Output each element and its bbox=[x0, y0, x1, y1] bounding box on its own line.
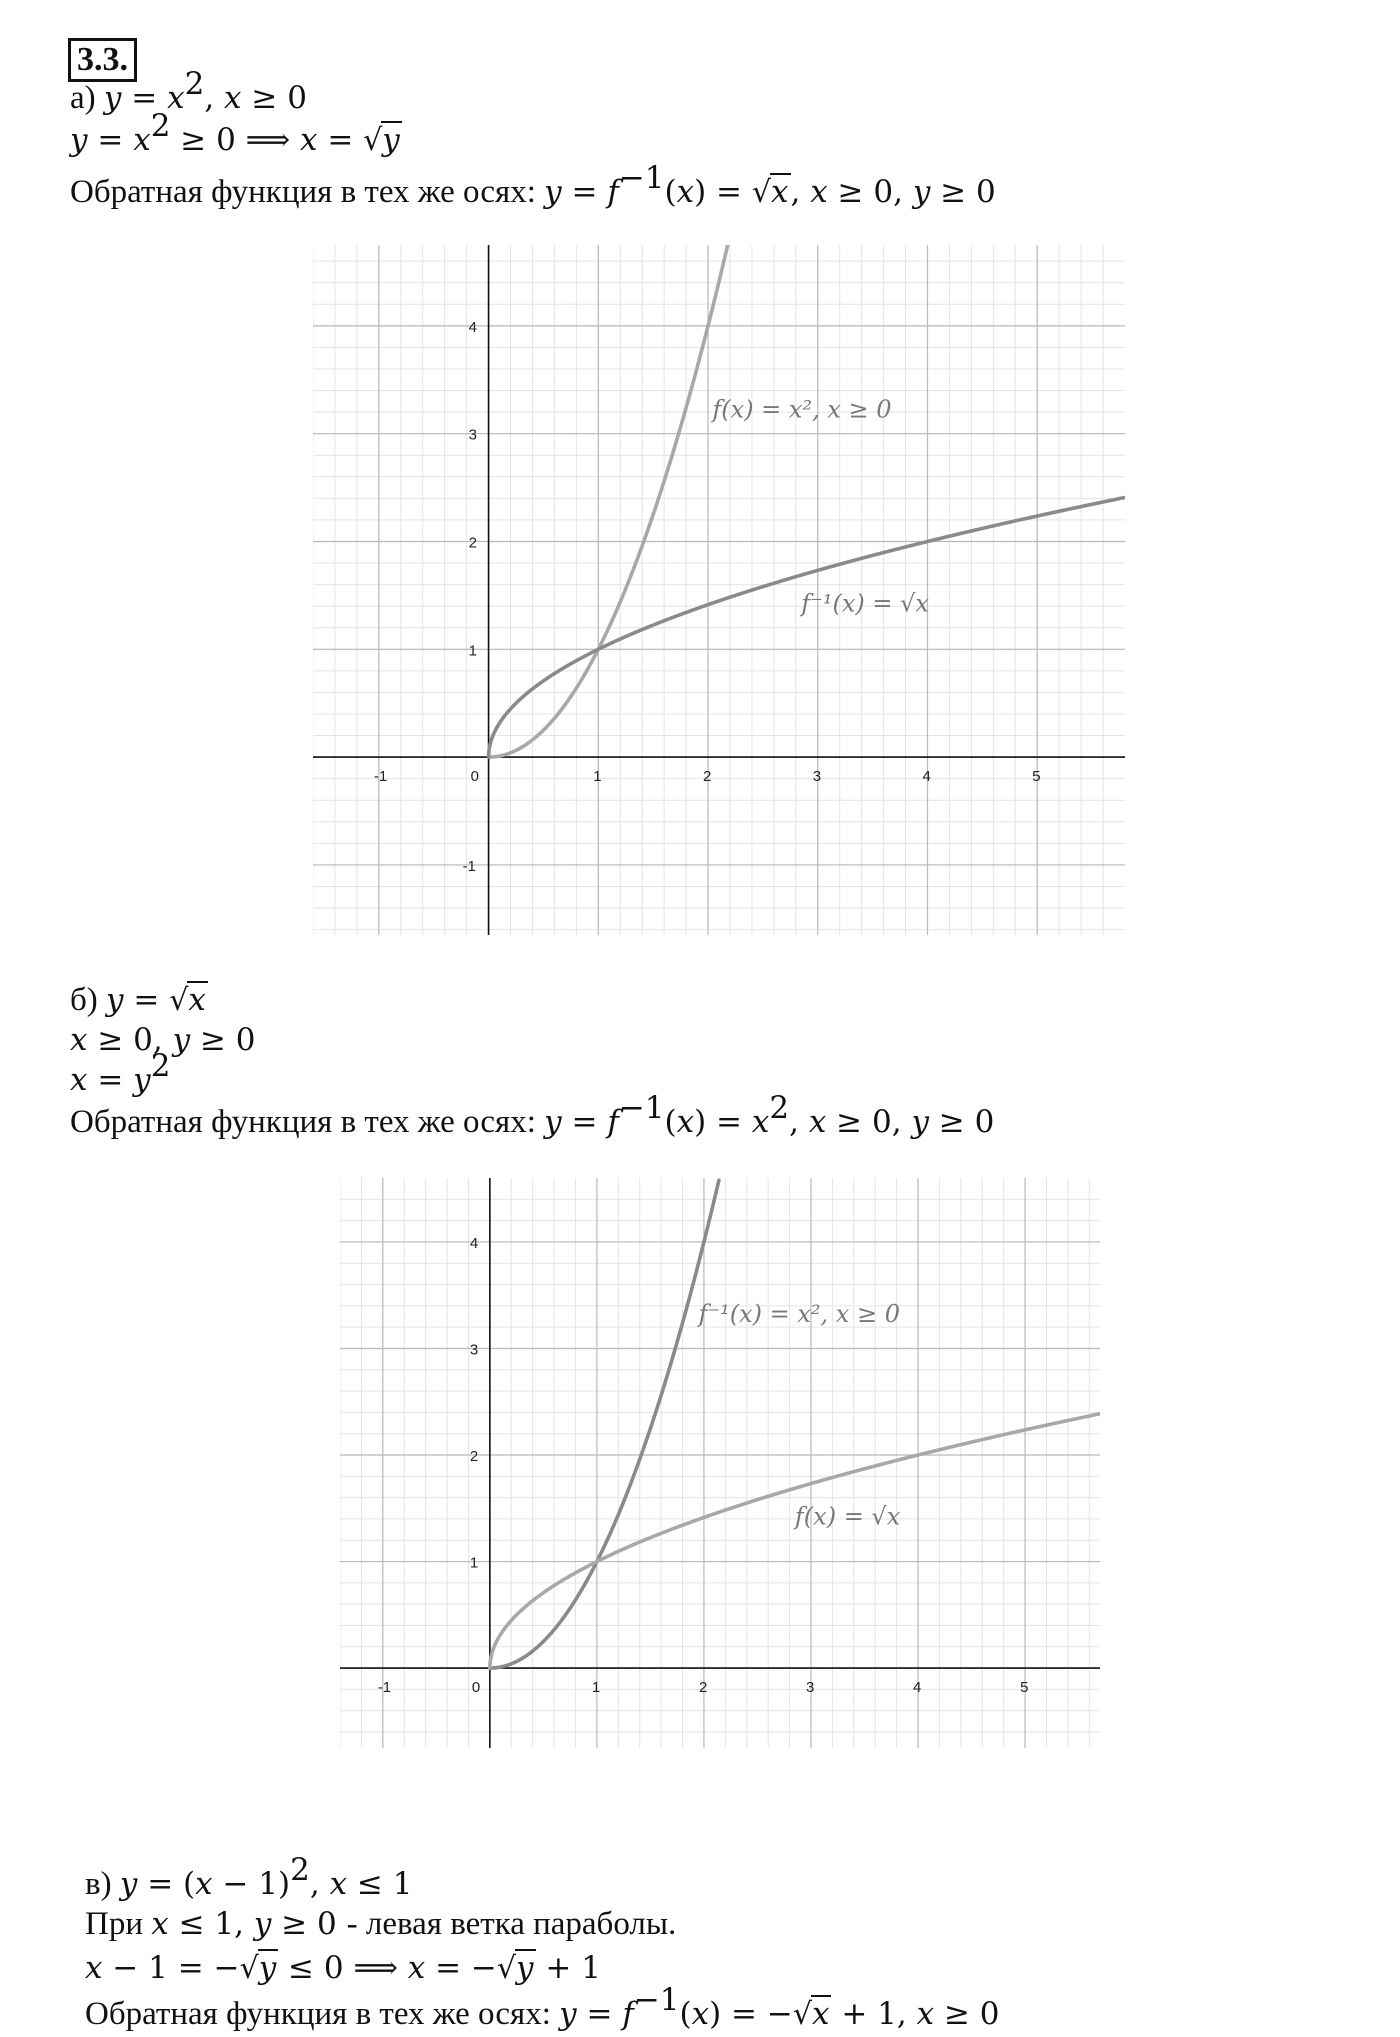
x-tick-label: 4 bbox=[922, 768, 931, 786]
series-label: f⁻¹(x) = √x bbox=[801, 589, 929, 618]
graph-b-svg bbox=[340, 1178, 1100, 1748]
part-b-line-4: Обратная функция в тех же осях: $y = f^{-1}(x) = x^2$, x ≥ 0, y ≥ 0 bbox=[70, 1090, 995, 1140]
series-label: f(x) = x², x ≥ 0 bbox=[712, 395, 892, 424]
series-curve-square bbox=[489, 245, 728, 757]
part-c-line-2: При x ≤ 1, y ≥ 0 - левая ветка параболы. bbox=[85, 1906, 677, 1942]
x-tick-label: -1 bbox=[373, 768, 388, 786]
part-a-marker: а) bbox=[70, 80, 96, 116]
part-b-line-3: $x = y^2$ bbox=[70, 1048, 171, 1098]
part-a-line-2: $y = x^2 \ge 0$ ⟹ x = √y bbox=[70, 108, 400, 158]
x-tick-label: 5 bbox=[1020, 1679, 1029, 1697]
part-c-line-1: в) $y = (x - 1)^2$, x ≤ 1 bbox=[85, 1852, 413, 1902]
part-b-line-2: x ≥ 0, y ≥ 0 bbox=[70, 1022, 256, 1058]
x-tick-label: 3 bbox=[812, 768, 822, 786]
part-b-desc: Обратная функция в тех же осях: bbox=[70, 1104, 536, 1140]
y-tick-label: 1 bbox=[468, 642, 477, 660]
part-b-marker: б) bbox=[70, 982, 98, 1018]
part-a-desc: Обратная функция в тех же осях: bbox=[70, 174, 536, 210]
x-tick-label: 2 bbox=[698, 1679, 708, 1697]
x-tick-label: 3 bbox=[805, 1679, 815, 1697]
x-tick-label: 1 bbox=[593, 768, 602, 786]
y-tick-label: 1 bbox=[469, 1554, 479, 1572]
part-c-desc: Обратная функция в тех же осях: bbox=[85, 1996, 551, 2032]
x-tick-label: 5 bbox=[1032, 768, 1041, 786]
x-tick-label: -1 bbox=[377, 1679, 392, 1697]
part-a-line-3: Обратная функция в тех же осях: $y = f^{-1}(x) = √x$, x ≥ 0, y ≥ 0 bbox=[70, 160, 996, 210]
graph-a bbox=[313, 245, 1125, 935]
x-tick-label: 0 bbox=[471, 1679, 481, 1697]
x-tick-label: 4 bbox=[913, 1679, 922, 1697]
y-tick-label: 4 bbox=[469, 1234, 479, 1252]
y-tick-label: 3 bbox=[469, 1341, 479, 1359]
series-label: f⁻¹(x) = x², x ≥ 0 bbox=[698, 1299, 900, 1328]
part-c-marker: в) bbox=[85, 1866, 112, 1902]
part-c-line-4: Обратная функция в тех же осях: $y = f^{-1}(x) = -√x + 1$, x ≥ 0 bbox=[85, 1982, 1000, 2032]
y-tick-label: 2 bbox=[468, 534, 477, 552]
series-curve-square bbox=[490, 1180, 719, 1668]
y-tick-label: 2 bbox=[469, 1448, 479, 1466]
part-a-line-1: а) $y = x^2$, x ≥ 0 bbox=[70, 66, 307, 116]
problem-number: 3.3. bbox=[68, 38, 137, 82]
graph-b bbox=[340, 1178, 1100, 1748]
series-curve-sqrt bbox=[490, 1414, 1100, 1668]
part-c-prefix: При bbox=[85, 1906, 143, 1942]
x-tick-label: 2 bbox=[703, 768, 712, 786]
graph-a-svg bbox=[313, 245, 1125, 935]
part-c-line-3: x − 1 = −√y ≤ 0 ⟹ x = −√y + 1 bbox=[85, 1950, 601, 1986]
y-tick-label: 3 bbox=[468, 426, 477, 444]
series-label: f(x) = √x bbox=[794, 1502, 901, 1531]
x-tick-label: 1 bbox=[591, 1679, 601, 1697]
x-tick-label: 0 bbox=[470, 768, 479, 786]
part-b-line-1: б) y = √x bbox=[70, 982, 206, 1018]
y-tick-label: -1 bbox=[462, 857, 476, 875]
y-tick-label: 4 bbox=[468, 318, 477, 336]
part-c-branch: - левая ветка параболы. bbox=[346, 1906, 677, 1942]
